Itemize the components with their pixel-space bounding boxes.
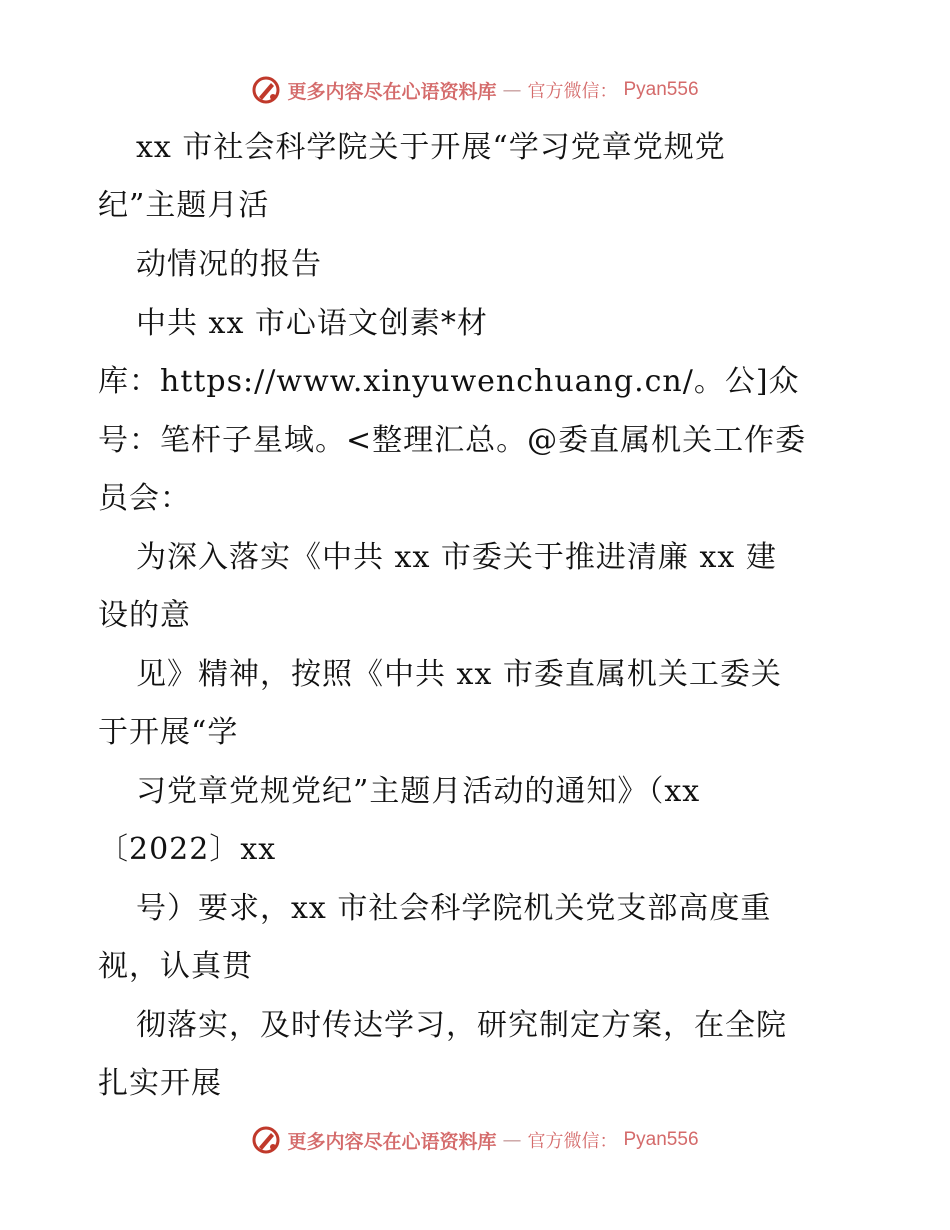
body-line: 习党章党规党纪”主题月活动的通知》（xx	[136, 774, 701, 809]
body-line: 扎实开展	[98, 1066, 222, 1101]
banner-wechat-label: 官方微信：	[527, 1131, 618, 1152]
title-line: 动情况的报告	[136, 247, 322, 282]
body-line: 视，认真贯	[98, 949, 253, 984]
body-line: 彻落实，及时传达学习，研究制定方案，在全院	[136, 1008, 787, 1043]
banner-wechat-id: Pyan556	[623, 79, 699, 100]
body-line: 员会：	[98, 481, 191, 516]
body-line: 库：https://www.xinyuwenchuang.cn/。公]众	[98, 364, 800, 399]
title-line: xx 市社会科学院关于开展“学习党章党规党	[136, 130, 726, 165]
body-line: 为深入落实《中共 xx 市委关于推进清廉 xx 建	[136, 540, 777, 575]
body-line: 见》精神，按照《中共 xx 市委直属机关工委关	[136, 657, 782, 692]
banner-separator: —	[502, 79, 522, 101]
pen-logo-icon	[251, 75, 281, 105]
title-line: 纪”主题月活	[98, 188, 270, 223]
banner-wechat-id: Pyan556	[623, 1129, 699, 1150]
header-banner	[0, 70, 950, 110]
body-line: 〔2022〕xx	[98, 832, 277, 867]
banner-separator: —	[502, 1129, 522, 1151]
banner-wechat-label: 官方微信：	[527, 81, 618, 102]
body-line: 于开展“学	[98, 715, 239, 750]
body-line: 设的意	[98, 598, 191, 633]
body-line: 号）要求，xx 市社会科学院机关党支部高度重	[136, 891, 772, 926]
pen-logo-icon	[251, 1125, 281, 1155]
body-line: 号：笔杆子星域。<整理汇总。@委直属机关工作委	[98, 423, 807, 458]
banner-text: 更多内容尽在心语资料库	[287, 80, 497, 103]
footer-banner	[0, 1120, 950, 1160]
body-line: 中共 xx 市心语文创素*材	[136, 306, 488, 341]
banner-text: 更多内容尽在心语资料库	[287, 1130, 497, 1153]
